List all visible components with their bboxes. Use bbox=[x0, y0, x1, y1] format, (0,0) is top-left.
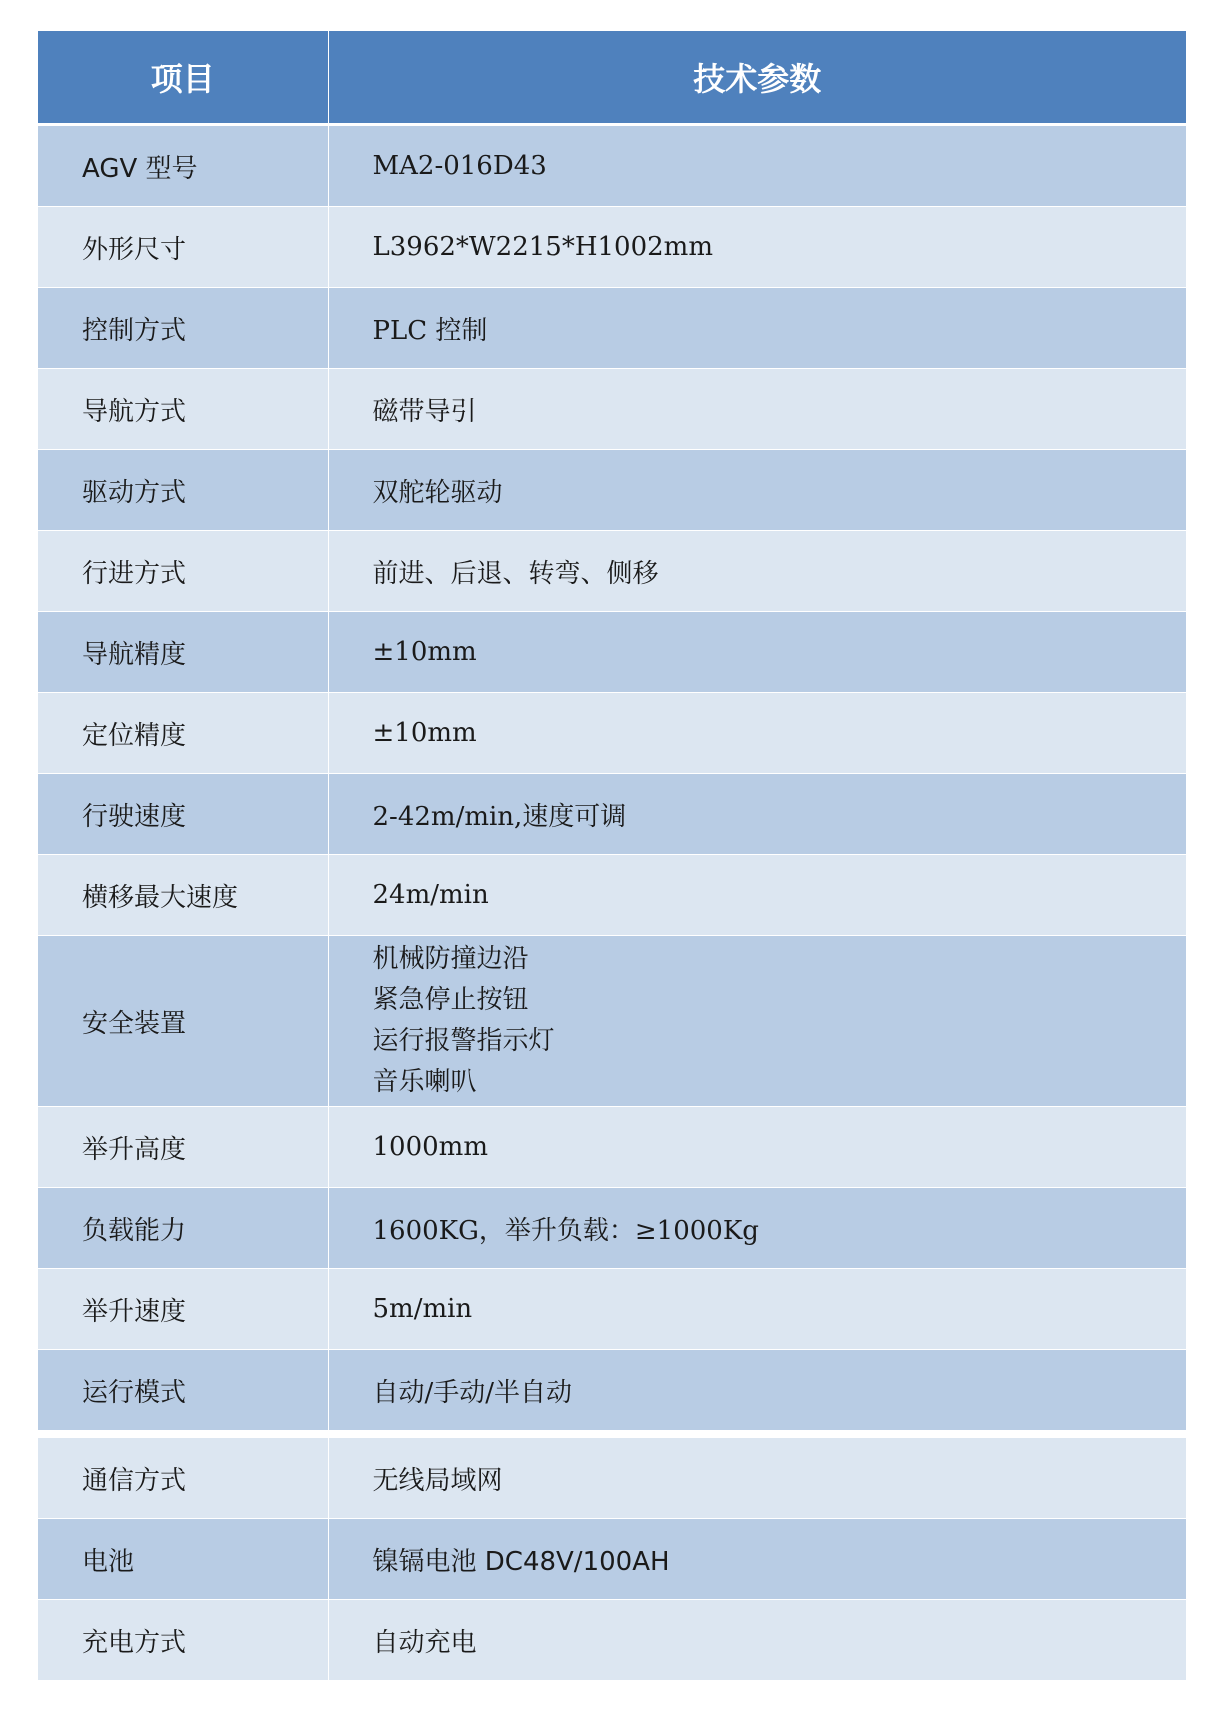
table-row bbox=[38, 693, 1186, 774]
row-value: MA2-016D43 bbox=[328, 125, 1186, 207]
table-row bbox=[38, 450, 1186, 531]
row-value: 2-42m/min,速度可调 bbox=[328, 774, 1186, 855]
row-label: 运行模式 bbox=[38, 1350, 328, 1435]
table-row bbox=[38, 1188, 1186, 1269]
header-param: 技术参数 bbox=[328, 31, 1186, 125]
row-label: 行驶速度 bbox=[38, 774, 328, 855]
table-row bbox=[38, 1269, 1186, 1350]
table-row bbox=[38, 1350, 1186, 1435]
table-row bbox=[38, 774, 1186, 855]
table-row bbox=[38, 288, 1186, 369]
table-row bbox=[38, 125, 1186, 207]
row-value: 无线局域网 bbox=[328, 1434, 1186, 1519]
row-label: 驱动方式 bbox=[38, 450, 328, 531]
table-row bbox=[38, 612, 1186, 693]
table-row bbox=[38, 1434, 1186, 1519]
row-value: 1600KG，举升负载：≥1000Kg bbox=[328, 1188, 1186, 1269]
row-label: 充电方式 bbox=[38, 1600, 328, 1681]
safety-item: 音乐喇叭 bbox=[372, 1067, 477, 1097]
row-value: PLC 控制 bbox=[328, 288, 1186, 369]
header-item: 项目 bbox=[38, 31, 328, 125]
safety-item: 运行报警指示灯 bbox=[372, 1026, 555, 1056]
row-value: 5m/min bbox=[328, 1269, 1186, 1350]
row-label: 电池 bbox=[38, 1519, 328, 1600]
row-value: 自动充电 bbox=[328, 1600, 1186, 1681]
row-value: ±10mm bbox=[328, 693, 1186, 774]
spec-table bbox=[38, 31, 1186, 1681]
row-value: 前进、后退、转弯、侧移 bbox=[328, 531, 1186, 612]
table-row bbox=[38, 1600, 1186, 1681]
row-label: AGV 型号 bbox=[38, 125, 328, 207]
table-header-row bbox=[38, 31, 1186, 125]
table-row bbox=[38, 1107, 1186, 1188]
row-label: 安全装置 bbox=[38, 936, 328, 1107]
row-value: 磁带导引 bbox=[328, 369, 1186, 450]
safety-item: 机械防撞边沿 bbox=[372, 944, 529, 974]
row-label: 控制方式 bbox=[38, 288, 328, 369]
table-row bbox=[38, 936, 1186, 1107]
table-row bbox=[38, 369, 1186, 450]
row-label: 举升高度 bbox=[38, 1107, 328, 1188]
row-value: 1000mm bbox=[328, 1107, 1186, 1188]
row-label: 导航精度 bbox=[38, 612, 328, 693]
row-value: 24m/min bbox=[328, 855, 1186, 936]
row-label: 行进方式 bbox=[38, 531, 328, 612]
safety-item: 紧急停止按钮 bbox=[372, 985, 529, 1015]
row-value: 自动/手动/半自动 bbox=[328, 1350, 1186, 1435]
row-label: 通信方式 bbox=[38, 1434, 328, 1519]
row-value-list bbox=[328, 936, 1186, 1107]
row-label: 横移最大速度 bbox=[38, 855, 328, 936]
row-value: 双舵轮驱动 bbox=[328, 450, 1186, 531]
table-row bbox=[38, 855, 1186, 936]
row-label: 举升速度 bbox=[38, 1269, 328, 1350]
row-value: L3962*W2215*H1002mm bbox=[328, 207, 1186, 288]
table-row bbox=[38, 531, 1186, 612]
row-value: ±10mm bbox=[328, 612, 1186, 693]
table-row bbox=[38, 1519, 1186, 1600]
row-value: 镍镉电池 DC48V/100AH bbox=[328, 1519, 1186, 1600]
table-row bbox=[38, 207, 1186, 288]
row-label: 外形尺寸 bbox=[38, 207, 328, 288]
row-label: 定位精度 bbox=[38, 693, 328, 774]
row-label: 导航方式 bbox=[38, 369, 328, 450]
row-label: 负载能力 bbox=[38, 1188, 328, 1269]
